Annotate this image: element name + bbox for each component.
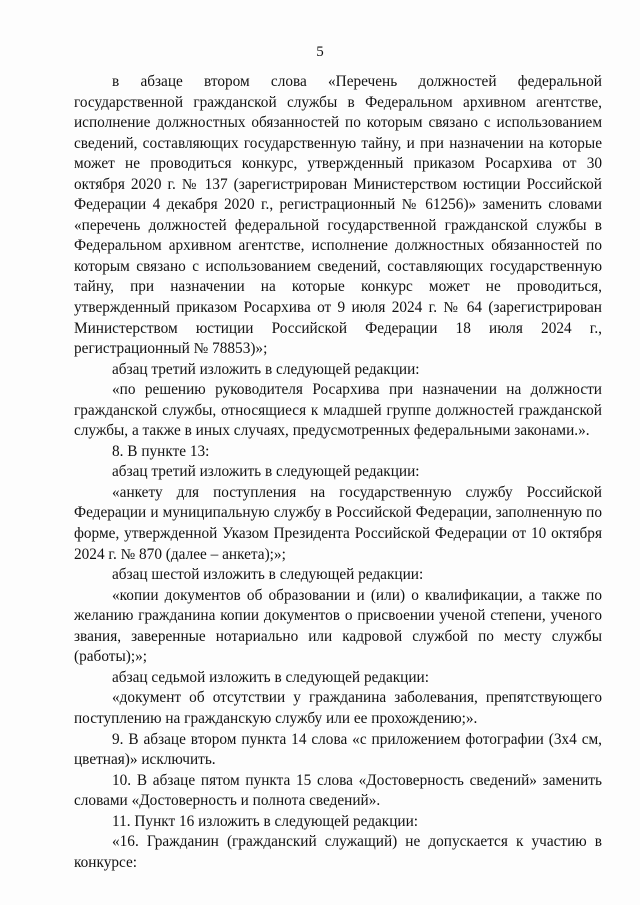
- paragraph: «по решению руководителя Росархива при назначении на должности гражданской службы, относящиеся к младшей группе должностей гражданской службы, а также в иных случаях, предусмотренных федеральными законами.».: [74, 381, 602, 440]
- paragraph: абзац третий изложить в следующей редакции:: [112, 360, 420, 378]
- paragraph: абзац шестой изложить в следующей редакции:: [112, 566, 424, 584]
- paragraph: «анкету для поступления на государственную службу Российской Федерации и муниципальную службу в Российской Федерации, заполненную по форме, утвержденной Указом Президента Российской Федерации от 10 октября 2024 г. № 870 (далее – анкета);»;: [74, 483, 602, 563]
- paragraph: 11. Пункт 16 изложить в следующей редакции:: [112, 812, 419, 830]
- paragraph: в абзаце втором слова «Перечень должностей федеральной государственной гражданской службы в Федеральном архивном агентстве, исполнение должностных обязанностей по которым связано с использованием сведений, составляющих государственную тайну, и при назначении на которые может не проводиться конкурс, утвержденный приказом Росархива от 30 октября 2020 г. № 137 (зарегистрирован Министерством юстиции Российской Федерации 4 декабря 2020 г., регистрационный № 61256)» заменить словами «перечень должностей федеральной государственной гражданской службы в Федеральном архивном агентстве, исполнение должностных обязанностей по которым связано с использованием сведений, составляющих государственную тайну, при назначении на которые конкурс может не проводиться, утвержденный приказом Росархива от 9 июля 2024 г. № 64 (зарегистрирован Министерством юстиции Российской Федерации 18 июля 2024 г., регистрационный № 78853)»;: [74, 73, 602, 358]
- page-number: 5: [316, 44, 324, 60]
- paragraph: 10. В абзаце пятом пункта 15 слова «Достоверность сведений» заменить словами «Достоверность и полнота сведений».: [74, 771, 602, 810]
- document-body: [74, 72, 602, 873]
- paragraph: 8. В пункте 13:: [112, 442, 210, 460]
- paragraph: «копии документов об образовании и (или) о квалификации, а также по желанию гражданина копии документов о присвоении ученой степени, ученого звания, заверенные нотариально или кадровой службой по месту службы (работы);»;: [74, 586, 602, 666]
- paragraph: «16. Гражданин (гражданский служащий) не допускается к участию в конкурсе:: [74, 833, 602, 871]
- paragraph: абзац седьмой изложить в следующей редакции:: [112, 668, 429, 686]
- paragraph: 9. В абзаце втором пункта 14 слова «с приложением фотографии (3х4 см, цветная)» исключить.: [74, 730, 602, 769]
- paragraph: «документ об отсутствии у гражданина заболевания, препятствующего поступлению на гражданскую службу или ее прохождению;».: [74, 689, 602, 727]
- paragraph: абзац третий изложить в следующей редакции:: [112, 463, 420, 481]
